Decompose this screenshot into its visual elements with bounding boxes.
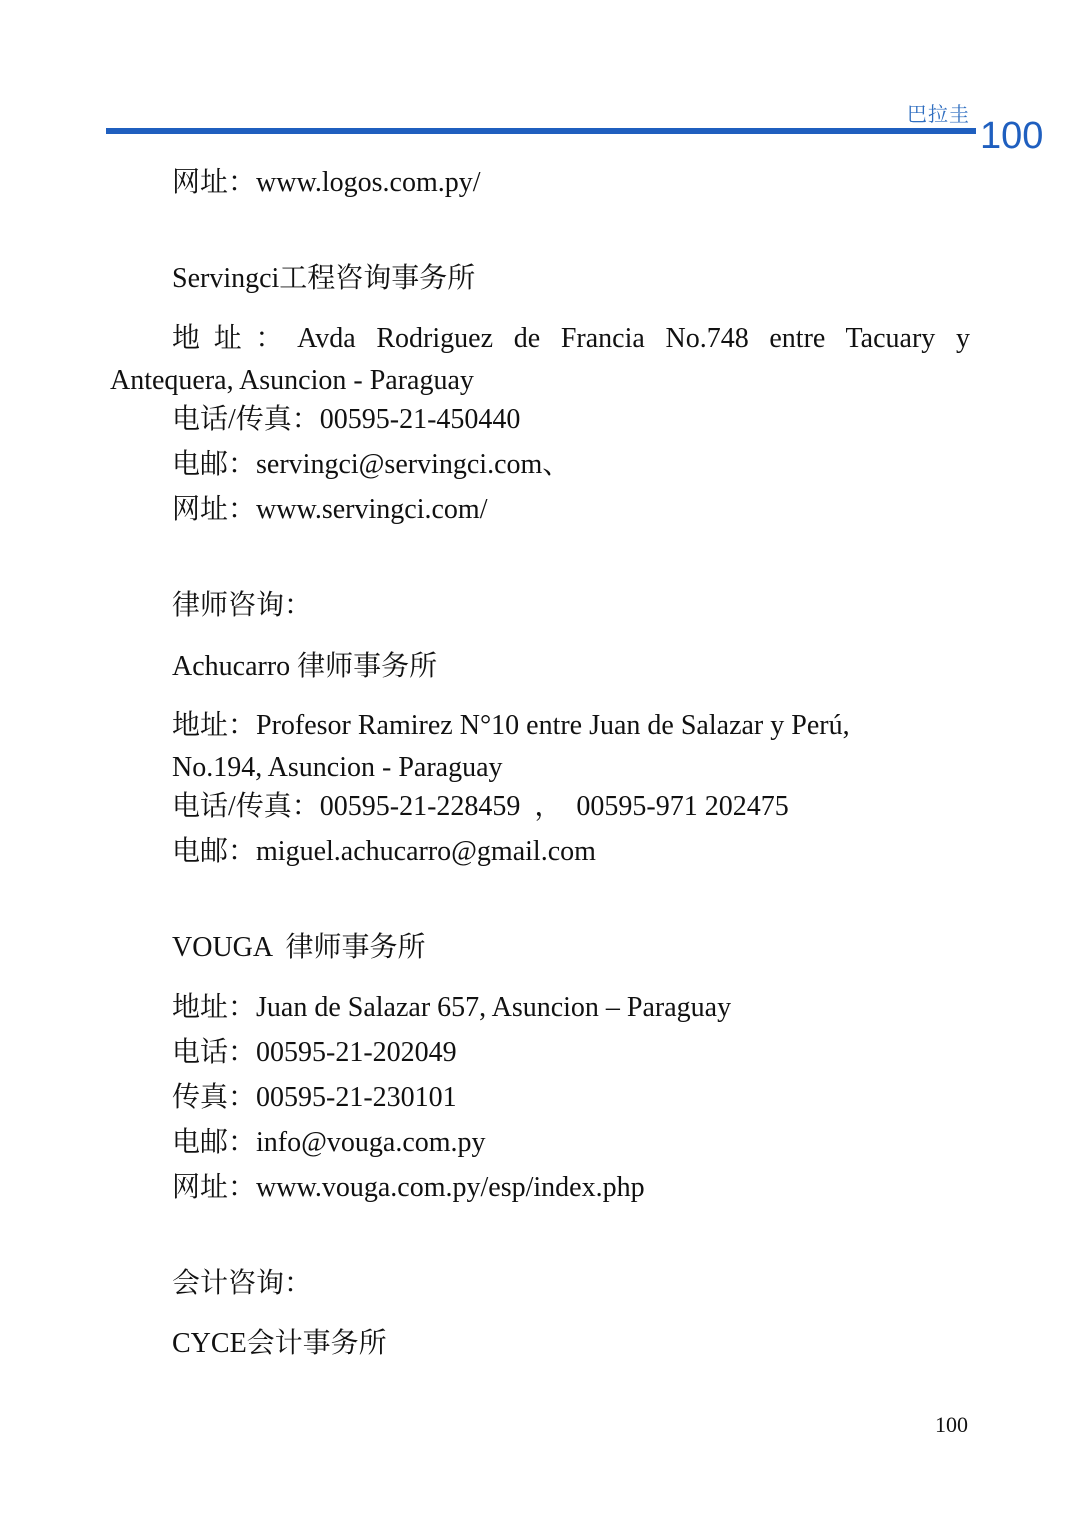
footer-page-number: 100: [935, 1412, 968, 1437]
address-value: Avda Rodriguez de Francia No.748 entre Tacuary y: [297, 323, 970, 354]
fax-label: 传真：: [172, 1082, 257, 1113]
running-header-page-number: 100: [980, 115, 1044, 157]
servingci-web-line: [172, 493, 487, 527]
vouga-web-line: [172, 1171, 645, 1205]
address-label: 地址：: [172, 710, 257, 741]
achucarro-address-line1: [172, 709, 850, 743]
accounting-section-title: 会计咨询：: [172, 1268, 313, 1299]
logos-website-line: [172, 166, 481, 200]
tel-value: 00595-21-228459 ， 00595-971 202475: [319, 791, 789, 822]
vouga-name: VOUGA 律师事务所: [172, 932, 426, 963]
mail-value: info@vouga.com.py: [256, 1127, 486, 1158]
address-value: Profesor Ramirez N°10 entre Juan de Salazar y Perú,: [256, 710, 850, 741]
tel-label: 电话/传真：: [172, 404, 320, 435]
running-header-title: 巴拉圭: [907, 102, 970, 126]
achucarro-address-line2: No.194, Asuncion - Paraguay: [172, 752, 503, 783]
achucarro-name: Achucarro 律师事务所: [172, 651, 438, 682]
address-label: 地址：: [172, 992, 257, 1023]
tel-label: 电话/传真：: [172, 791, 320, 822]
lawyer-section-title: 律师咨询：: [172, 590, 313, 621]
web-label: 网址：: [172, 494, 257, 525]
address-value: Juan de Salazar 657, Asuncion – Paraguay: [256, 992, 732, 1023]
tel-label: 电话：: [172, 1037, 257, 1068]
vouga-address-line: [172, 991, 731, 1025]
servingci-tel-line: [172, 403, 520, 437]
mail-value: servingci@servingci.com、: [256, 449, 571, 480]
mail-label: 电邮：: [172, 449, 257, 480]
web-label: 网址：: [172, 167, 257, 198]
vouga-mail-line: [172, 1126, 486, 1160]
web-label: 网址：: [172, 1172, 257, 1203]
achucarro-mail-line: [172, 835, 596, 869]
servingci-mail-line: [172, 448, 570, 482]
address-label: 地址：: [172, 323, 298, 354]
cyce-name: CYCE会计事务所: [172, 1328, 387, 1359]
tel-value: 00595-21-450440: [319, 404, 521, 435]
fax-value: 00595-21-230101: [256, 1082, 457, 1113]
mail-label: 电邮：: [172, 836, 257, 867]
web-value: www.vouga.com.py/esp/index.php: [256, 1172, 645, 1203]
servingci-address-line2: Antequera, Asuncion - Paraguay: [110, 365, 474, 396]
tel-value: 00595-21-202049: [256, 1037, 457, 1068]
vouga-tel-line: [172, 1036, 457, 1070]
achucarro-tel-line: [172, 790, 789, 824]
vouga-fax-line: [172, 1081, 457, 1115]
servingci-name: Servingci工程咨询事务所: [172, 263, 476, 294]
web-value: www.logos.com.py/: [256, 167, 481, 198]
mail-value: miguel.achucarro@gmail.com: [256, 836, 596, 867]
mail-label: 电邮：: [172, 1127, 257, 1158]
servingci-address-line1: [172, 322, 970, 356]
header-rule: [106, 128, 976, 134]
web-value: www.servingci.com/: [256, 494, 488, 525]
